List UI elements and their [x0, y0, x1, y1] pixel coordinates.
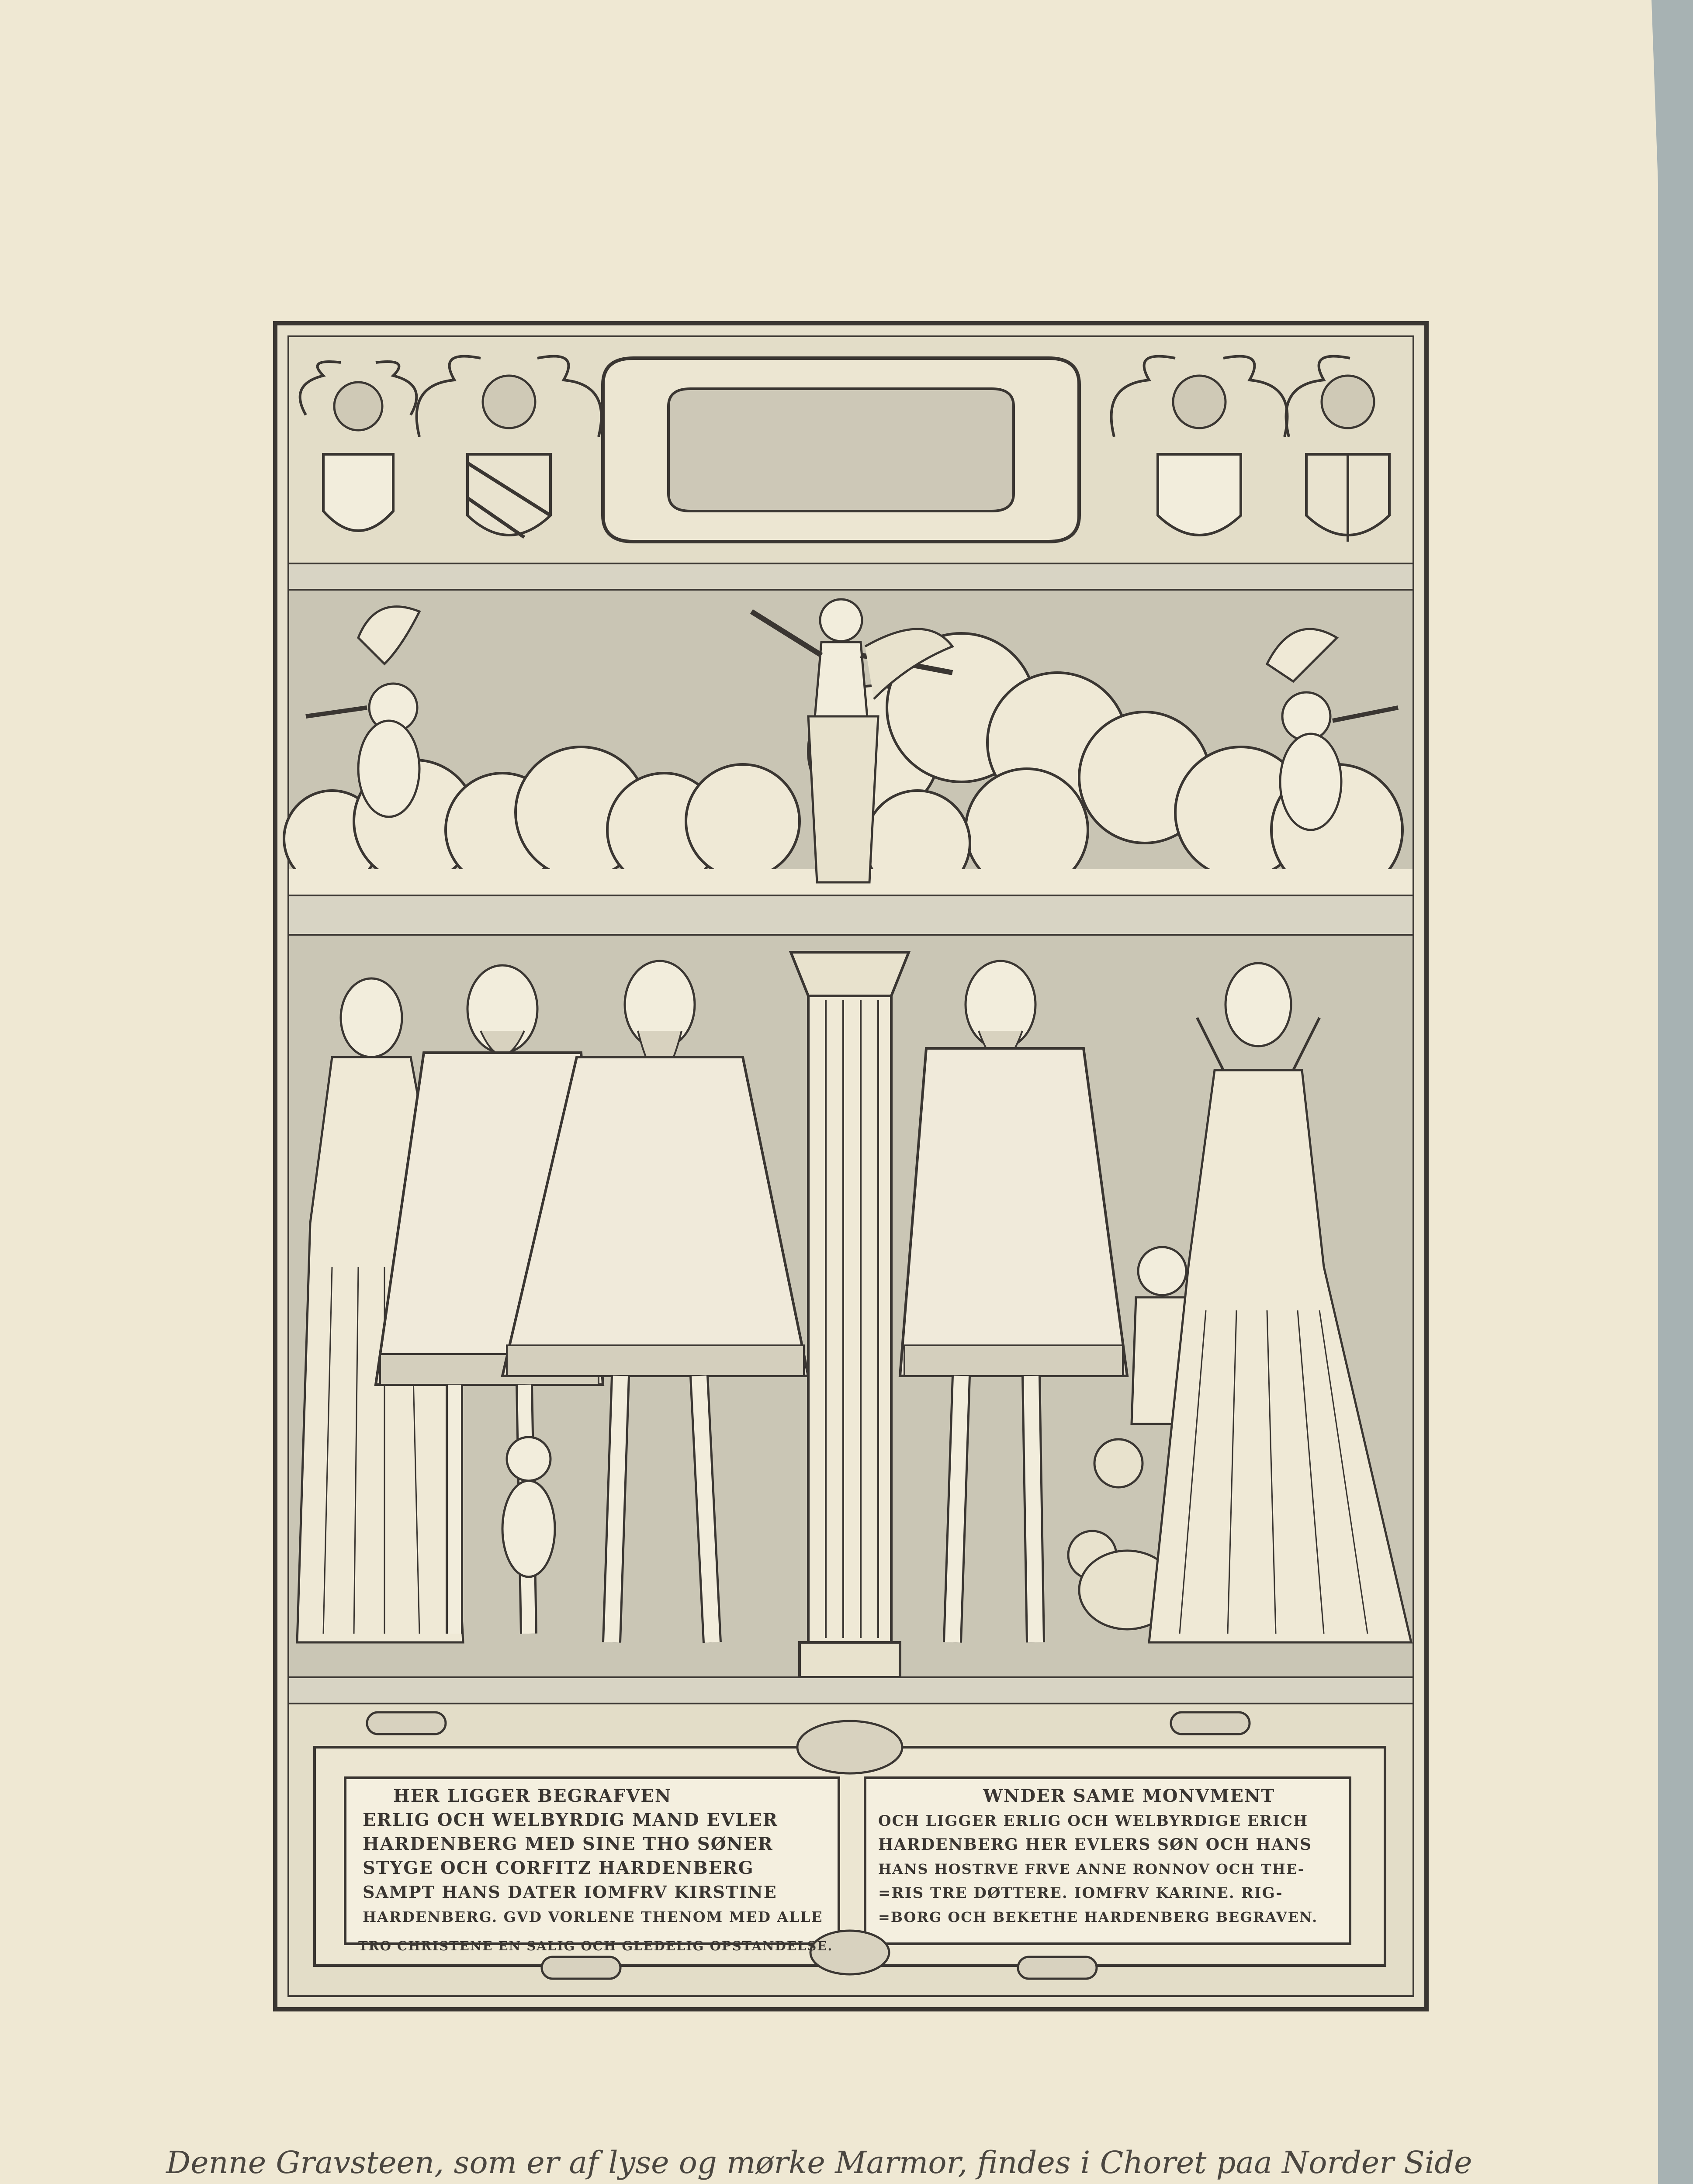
left-inscription-footer: TRO CHRISTENE EN SALIG OCH GLEDELIG OPSTANDELSE.	[358, 1939, 833, 1953]
right-inscription-line-6: =BORG OCH BEKETHE HARDENBERG BEGRAVEN.	[878, 1909, 1318, 1925]
divider-2	[288, 895, 1413, 935]
divider-1	[288, 563, 1413, 590]
caption-line-1: Denne Gravsteen, som er af lyse og mørke Marmor, findes i Choret paa Norder Side	[166, 2145, 1472, 2181]
figure-child	[502, 1437, 555, 1577]
heraldic-band	[288, 336, 1413, 563]
resurrection-band	[284, 590, 1413, 895]
left-inscription-line-1: HER LIGGER BEGRAFVEN	[393, 1786, 672, 1806]
left-inscription-line-5: SAMPT HANS DATER IOMFRV KIRSTINE	[363, 1882, 777, 1902]
divider-3	[288, 1677, 1413, 1704]
left-inscription-line-6: HARDENBERG. GVD VORLENE THENOM MED ALLE	[363, 1908, 823, 1925]
left-inscription-line-3: HARDENBERG MED SINE THO SØNER	[363, 1834, 773, 1854]
figures-band	[288, 935, 1413, 1677]
right-inscription-line-5: =RIS TRE DØTTERE. IOMFRV KARINE. RIG-	[878, 1884, 1283, 1902]
right-inscription-line-3: HARDENBERG HER EVLERS SØN OCH HANS	[878, 1835, 1312, 1854]
right-inscription-line-1: WNDER SAME MONVMENT	[983, 1786, 1275, 1806]
left-inscription-line-2: ERLIG OCH WELBYRDIG MAND EVLER	[363, 1810, 778, 1830]
central-cartouche	[603, 358, 1079, 542]
right-inscription-line-4: HANS HOSTRVE FRVE ANNE RONNOV OCH THE-	[878, 1861, 1305, 1877]
left-inscription-line-4: STYGE OCH CORFITZ HARDENBERG	[363, 1858, 754, 1878]
handwritten-caption	[165, 2145, 1472, 2184]
right-inscription-line-2: OCH LIGGER ERLIG OCH WELBYRDIGE ERICH	[878, 1812, 1309, 1830]
central-column	[791, 952, 909, 1677]
inscription-plaque	[288, 1704, 1413, 1996]
